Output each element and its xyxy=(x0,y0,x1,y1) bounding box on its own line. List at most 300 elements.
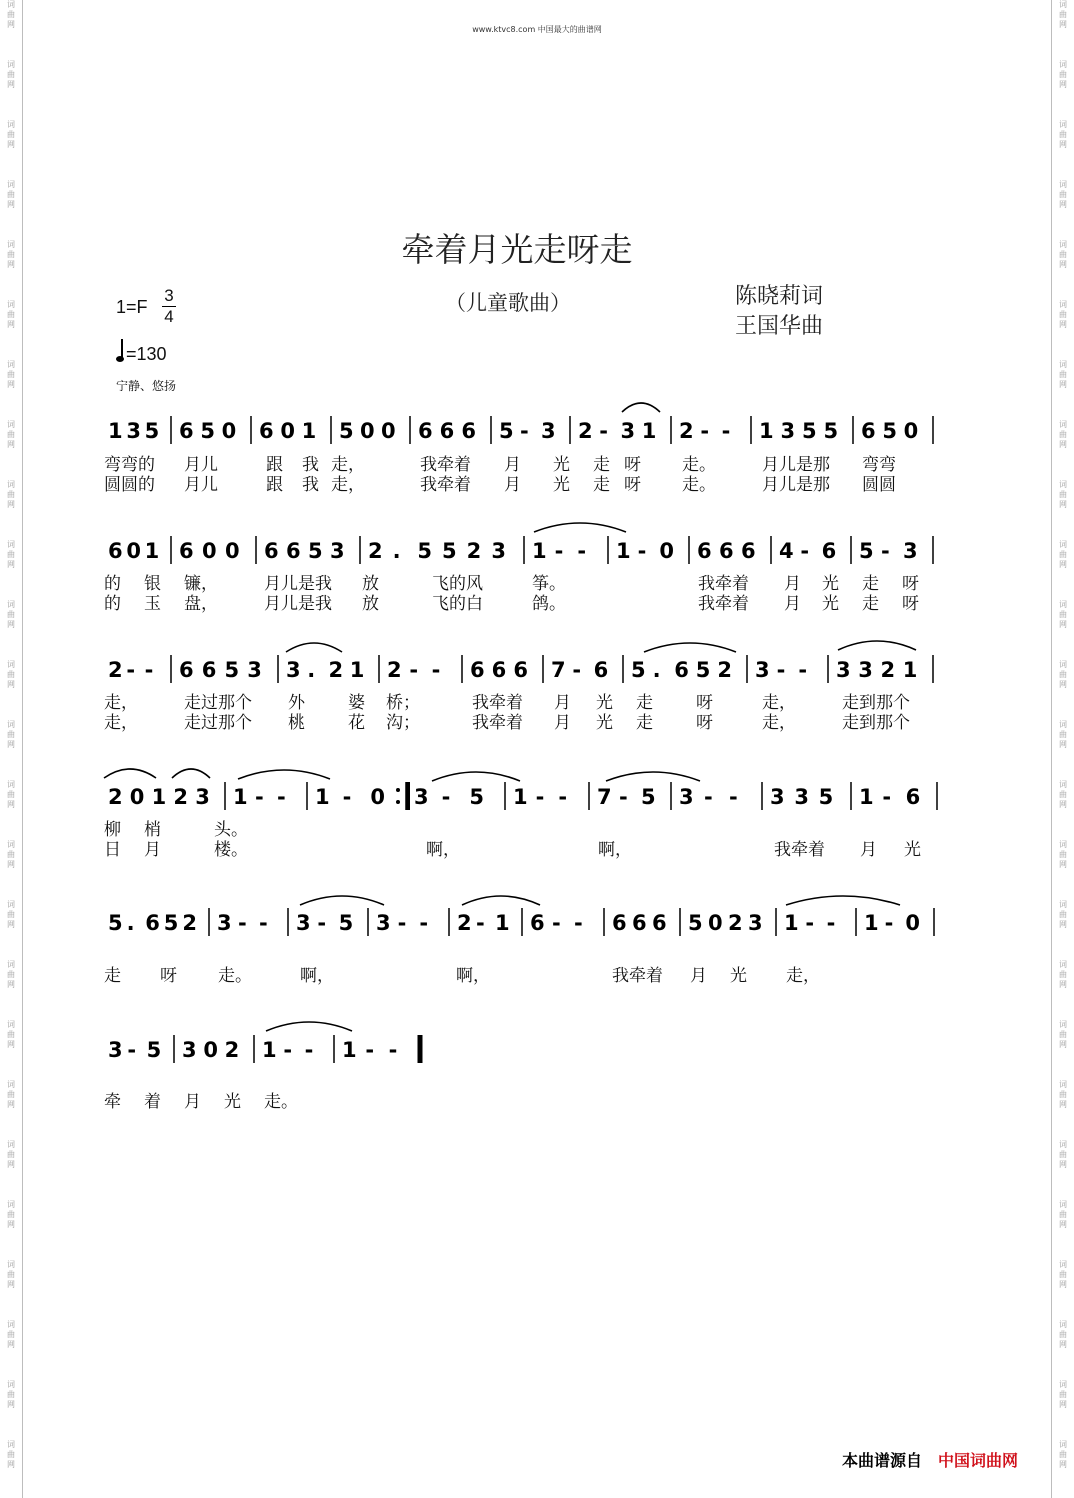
watermark-glyph: 曲 xyxy=(1059,1030,1067,1039)
note-line3-m1-1: 6 xyxy=(201,658,217,682)
note-line5-m4-0: 2 xyxy=(457,911,472,935)
lyric-line3-v2-8: 走 xyxy=(636,713,653,733)
lyric-line2-v2-3: 月儿是我 xyxy=(264,594,332,614)
note-line3-m7-1: - xyxy=(776,658,786,682)
watermark-glyph: 曲 xyxy=(1059,1210,1067,1219)
note-line2-m6-0: 6 xyxy=(697,539,712,563)
lyric-line1-v2-11: 月儿是那 xyxy=(762,475,830,495)
note-line1-m5-0: 5 xyxy=(499,419,514,443)
lyric-line3-v1-5: 我牵着 xyxy=(472,693,523,713)
note-line4-m0-1: 0 xyxy=(129,785,145,809)
note-line4-m4-0: 1 xyxy=(513,785,528,809)
note-line1-m3-0: 5 xyxy=(339,419,354,443)
note-line5-m0-0: 5 xyxy=(108,911,123,935)
watermark-glyph: 曲 xyxy=(1059,730,1067,739)
note-line3-m3-0: 2 xyxy=(387,658,402,682)
note-line2-m4-2: - xyxy=(577,539,587,563)
slur-arc xyxy=(300,896,384,905)
note-line5-m5-1: - xyxy=(552,911,561,935)
note-line1-m9-2: 0 xyxy=(903,419,919,443)
note-line4-m2-0: 1 xyxy=(315,785,330,809)
lyric-line3-v2-7: 光 xyxy=(596,713,613,733)
watermark-glyph: 曲 xyxy=(7,1330,15,1339)
note-line2-m7-0: 4 xyxy=(779,539,794,563)
lyric-line2-v1-11: 呀 xyxy=(902,574,919,594)
lyric-line1-v2-4: 走， xyxy=(331,475,365,495)
note-line5-m6-2: 6 xyxy=(652,911,667,935)
lyric-line3-v2-6: 月 xyxy=(554,713,571,733)
watermark-glyph: 词 xyxy=(1059,1380,1067,1389)
watermark-glyph: 网 xyxy=(7,560,15,569)
watermark-glyph: 曲 xyxy=(7,250,15,259)
watermark-glyph: 词 xyxy=(7,120,15,129)
watermark-glyph: 网 xyxy=(1059,380,1067,389)
watermark-glyph: 词 xyxy=(7,1140,15,1149)
watermark-glyph: 词 xyxy=(7,540,15,549)
slur-arc xyxy=(462,896,540,905)
lyric-line1-v2-1: 月儿 xyxy=(184,475,218,495)
note-line3-m2-3: 1 xyxy=(349,658,365,682)
note-line5-m2-1: - xyxy=(317,911,327,935)
lyric-line3-v1-3: 婆 xyxy=(348,693,365,713)
watermark-glyph: 网 xyxy=(7,620,15,629)
note-line1-m6-2: 3 xyxy=(620,419,636,443)
lyric-line1-v2-2: 跟 xyxy=(266,475,283,495)
slur-arc xyxy=(432,772,520,781)
note-line1-m5-2: 3 xyxy=(541,419,556,443)
note-line1-m1-1: 5 xyxy=(200,419,215,443)
note-line3-m5-0: 7 xyxy=(551,658,566,682)
slur-arc xyxy=(606,772,700,781)
note-line1-m2-1: 0 xyxy=(280,419,295,443)
slur-arc xyxy=(286,643,342,652)
note-line1-m4-1: 6 xyxy=(439,419,455,443)
note-line4-m0-4: 3 xyxy=(195,785,210,809)
lyric-line1-v1-12: 弯弯 xyxy=(862,455,896,475)
watermark-glyph: 词 xyxy=(1059,120,1067,129)
lyric-line4-v2-0: 日 xyxy=(104,840,121,860)
song-subtitle: （儿童歌曲） xyxy=(445,291,571,315)
note-line2-m4-1: - xyxy=(554,539,564,563)
lyric-line1-v2-8: 走 xyxy=(593,475,610,495)
repeat-dot xyxy=(396,800,400,804)
watermark-glyph: 网 xyxy=(7,680,15,689)
note-line5-m0-3: 5 xyxy=(163,911,179,935)
note-line1-m4-2: 6 xyxy=(461,419,476,443)
note-line3-m4-2: 6 xyxy=(513,658,528,682)
lyric-line1-v1-9: 呀 xyxy=(624,455,641,475)
watermark-glyph: 曲 xyxy=(1059,1330,1067,1339)
watermark-glyph: 词 xyxy=(1059,900,1067,909)
lyric-line1-v2-9: 呀 xyxy=(624,475,641,495)
lyric-line3-v2-1: 走过那个 xyxy=(184,713,252,733)
lyric-line6-v1-2: 月 xyxy=(184,1092,201,1112)
lyric-line1-v1-7: 光 xyxy=(553,455,570,475)
watermark-glyph: 网 xyxy=(7,1400,15,1409)
note-line2-m2-3: 3 xyxy=(330,539,345,563)
lyric-line2-v1-7: 我牵着 xyxy=(698,574,749,594)
lyric-line4-v2-5: 我牵着 xyxy=(774,840,825,860)
lyric-line3-v1-2: 外 xyxy=(288,693,305,713)
watermark-glyph: 词 xyxy=(1059,60,1067,69)
lyric-line3-v2-10: 走， xyxy=(762,713,796,733)
watermark-glyph: 网 xyxy=(7,440,15,449)
lyric-line3-v2-11: 走到那个 xyxy=(842,713,910,733)
lyric-line2-v2-8: 月 xyxy=(784,594,801,614)
lyric-line3-v2-2: 桃 xyxy=(288,713,305,733)
note-line5-m4-1: - xyxy=(476,911,485,935)
watermark-glyph: 曲 xyxy=(7,1270,15,1279)
watermark-glyph: 网 xyxy=(1059,1340,1067,1349)
note-line4-m7-2: 5 xyxy=(818,785,834,809)
watermark-glyph: 网 xyxy=(1059,1040,1067,1049)
note-line5-m0-1: . xyxy=(126,911,135,935)
watermark-glyph: 词 xyxy=(1059,0,1067,9)
watermark-glyph: 网 xyxy=(1059,140,1067,149)
watermark-glyph: 网 xyxy=(1059,80,1067,89)
note-line2-m1-0: 6 xyxy=(179,539,194,563)
lyric-line4-v1-0: 柳 xyxy=(104,820,121,840)
watermark-glyph: 曲 xyxy=(1059,1390,1067,1399)
note-line1-m2-0: 6 xyxy=(259,419,274,443)
slur-arc xyxy=(172,769,210,778)
lyric-line2-v1-10: 走 xyxy=(862,574,879,594)
note-line4-m3-1: - xyxy=(441,785,451,809)
lyric-line4-v1-2: 头。 xyxy=(214,820,248,840)
watermark-glyph: 网 xyxy=(1059,1460,1067,1469)
lyric-line1-v2-7: 光 xyxy=(553,475,570,495)
lyric-line4-v2-4: 啊， xyxy=(598,840,632,860)
watermark-glyph: 词 xyxy=(1059,1080,1067,1089)
note-line4-m6-0: 3 xyxy=(679,785,694,809)
note-line1-m4-0: 6 xyxy=(418,419,433,443)
lyric-line6-v1-3: 光 xyxy=(224,1092,241,1112)
lyric-line2-v1-2: 镰， xyxy=(184,574,218,594)
note-line1-m6-1: - xyxy=(599,419,608,443)
watermark-glyph: 网 xyxy=(1059,200,1067,209)
lyric-line2-v1-6: 筝。 xyxy=(532,574,566,594)
lyric-line1-v1-1: 月儿 xyxy=(184,455,218,475)
watermark-glyph: 词 xyxy=(7,480,15,489)
note-line4-m0-0: 2 xyxy=(108,785,123,809)
note-line3-m2-2: 2 xyxy=(328,658,344,682)
watermark-glyph: 词 xyxy=(1059,1200,1067,1209)
slur-arc xyxy=(838,641,916,650)
watermark-glyph: 网 xyxy=(7,320,15,329)
watermark-glyph: 曲 xyxy=(1059,370,1067,379)
note-line5-m0-2: 6 xyxy=(145,911,160,935)
watermark-glyph: 词 xyxy=(7,300,15,309)
watermark-glyph: 词 xyxy=(7,60,15,69)
note-line2-m3-2: 5 xyxy=(417,539,432,563)
note-line4-m3-0: 3 xyxy=(414,785,429,809)
note-line3-m6-0: 5 xyxy=(631,658,646,682)
note-line5-m5-0: 6 xyxy=(530,911,545,935)
note-line6-m3-2: - xyxy=(388,1038,398,1062)
watermark-glyph: 曲 xyxy=(7,670,15,679)
note-line3-m6-4: 2 xyxy=(717,658,733,682)
note-line5-m7-1: 0 xyxy=(708,911,723,935)
lyric-line6-v1-4: 走。 xyxy=(264,1092,298,1112)
watermark-glyph: 曲 xyxy=(7,190,15,199)
watermark-glyph: 词 xyxy=(7,600,15,609)
footer-source xyxy=(842,1448,1018,1471)
note-line5-m8-0: 1 xyxy=(784,911,799,935)
time-signature-bottom: 4 xyxy=(162,306,176,327)
watermark-glyph: 曲 xyxy=(1059,1090,1067,1099)
watermark-glyph: 曲 xyxy=(7,490,15,499)
note-line5-m9-2: 0 xyxy=(905,911,920,935)
watermark-glyph: 词 xyxy=(7,900,15,909)
note-line4-m5-2: 5 xyxy=(641,785,656,809)
lyric-line1-v1-5: 我牵着 xyxy=(420,455,471,475)
watermark-glyph: 网 xyxy=(1059,920,1067,929)
lyric-line1-v1-4: 走， xyxy=(331,455,365,475)
lyric-line5-v1-5: 我牵着 xyxy=(612,966,663,986)
watermark-glyph: 曲 xyxy=(1059,1450,1067,1459)
watermark-glyph: 词 xyxy=(1059,420,1067,429)
note-line3-m4-0: 6 xyxy=(470,658,485,682)
note-line6-m1-1: 0 xyxy=(203,1038,218,1062)
note-line6-m1-2: 2 xyxy=(224,1038,240,1062)
watermark-glyph: 曲 xyxy=(7,1090,15,1099)
lyric-line3-v1-8: 走 xyxy=(636,693,653,713)
note-line3-m1-3: 3 xyxy=(247,658,262,682)
footer-source-label: 本曲谱源自 xyxy=(842,1451,923,1470)
lyricist-credit: 陈晓莉词 xyxy=(735,284,824,309)
note-line4-m5-0: 7 xyxy=(597,785,612,809)
watermark-glyph: 词 xyxy=(1059,720,1067,729)
lyric-line1-v1-2: 跟 xyxy=(266,455,283,475)
watermark-glyph: 网 xyxy=(7,1280,15,1289)
note-line5-m8-2: - xyxy=(826,911,836,935)
note-line3-m6-3: 5 xyxy=(695,658,711,682)
watermark-glyph: 曲 xyxy=(1059,850,1067,859)
watermark-glyph: 词 xyxy=(7,0,15,9)
composer-credit: 王国华曲 xyxy=(735,314,824,339)
watermark-glyph: 词 xyxy=(7,1200,15,1209)
note-line3-m7-2: - xyxy=(798,658,808,682)
watermark-glyph: 网 xyxy=(1059,980,1067,989)
footer-brand: 中国词曲网 xyxy=(938,1451,1019,1470)
note-line5-m6-0: 6 xyxy=(612,911,627,935)
slur-arc xyxy=(622,403,660,412)
watermark-glyph: 词 xyxy=(7,360,15,369)
watermark-glyph: 网 xyxy=(7,1220,15,1229)
watermark-glyph: 网 xyxy=(1059,680,1067,689)
watermark-glyph: 曲 xyxy=(7,1450,15,1459)
watermark-glyph: 网 xyxy=(1059,1400,1067,1409)
lyric-line1-v1-0: 弯弯的 xyxy=(104,455,155,475)
watermark-glyph: 词 xyxy=(1059,300,1067,309)
note-line1-m3-1: 0 xyxy=(360,419,375,443)
watermark-glyph: 曲 xyxy=(7,130,15,139)
watermark-glyph: 曲 xyxy=(7,310,15,319)
watermark-glyph: 网 xyxy=(1059,860,1067,869)
note-line2-m8-2: 3 xyxy=(903,539,918,563)
note-line6-m0-1: - xyxy=(127,1038,137,1062)
watermark-glyph: 网 xyxy=(1059,260,1067,269)
watermark-glyph: 曲 xyxy=(1059,70,1067,79)
watermark-glyph: 曲 xyxy=(1059,130,1067,139)
watermark-glyph: 词 xyxy=(1059,1020,1067,1029)
lyric-line2-v1-5: 飞的风 xyxy=(432,574,483,594)
lyric-line6-v1-1: 着 xyxy=(144,1092,161,1112)
note-line2-m4-0: 1 xyxy=(532,539,547,563)
lyric-line2-v2-0: 的 xyxy=(104,594,121,614)
note-line5-m3-0: 3 xyxy=(376,911,391,935)
lyric-line2-v2-6: 鸽。 xyxy=(532,594,566,614)
lyric-line4-v2-3: 啊， xyxy=(426,840,460,860)
lyric-line2-v2-2: 盘， xyxy=(184,594,218,614)
note-line2-m0-0: 6 xyxy=(108,539,123,563)
watermark-glyph: 词 xyxy=(1059,840,1067,849)
note-line5-m9-1: - xyxy=(884,911,894,935)
note-line3-m8-2: 2 xyxy=(880,658,896,682)
note-line5-m4-2: 1 xyxy=(495,911,510,935)
watermark-glyph: 词 xyxy=(7,720,15,729)
watermark-glyph: 词 xyxy=(7,1080,15,1089)
lyric-line1-v1-3: 我 xyxy=(302,455,319,475)
watermark-glyph: 网 xyxy=(1059,740,1067,749)
watermark-glyph: 网 xyxy=(7,920,15,929)
note-line5-m7-2: 2 xyxy=(728,911,743,935)
lyric-line5-v1-0: 走 xyxy=(104,966,121,986)
watermark-glyph: 网 xyxy=(7,80,15,89)
watermark-glyph: 曲 xyxy=(1059,310,1067,319)
watermark-glyph: 网 xyxy=(7,500,15,509)
note-line2-m5-1: - xyxy=(637,539,647,563)
note-line5-m1-0: 3 xyxy=(217,911,232,935)
watermark-glyph: 曲 xyxy=(1059,430,1067,439)
note-line2-m5-2: 0 xyxy=(659,539,674,563)
watermark-glyph: 曲 xyxy=(1059,250,1067,259)
lyric-line3-v1-10: 走， xyxy=(762,693,796,713)
lyric-line1-v2-0: 圆圆的 xyxy=(104,475,155,495)
lyric-line4-v2-2: 楼。 xyxy=(214,840,248,860)
note-line2-m0-2: 1 xyxy=(144,539,160,563)
note-line1-m6-0: 2 xyxy=(578,419,593,443)
note-line2-m1-2: 0 xyxy=(225,539,240,563)
watermark-glyph: 词 xyxy=(1059,1260,1067,1269)
watermark-glyph: 网 xyxy=(1059,440,1067,449)
watermark-glyph: 曲 xyxy=(7,610,15,619)
watermark-glyph: 词 xyxy=(1059,480,1067,489)
note-line6-m2-0: 1 xyxy=(262,1038,277,1062)
watermark-glyph: 词 xyxy=(1059,600,1067,609)
slur-arc xyxy=(644,643,736,652)
note-line2-m8-1: - xyxy=(881,539,890,563)
note-line1-m7-1: - xyxy=(700,419,710,443)
note-line6-m1-0: 3 xyxy=(182,1038,197,1062)
note-line5-m3-2: - xyxy=(419,911,429,935)
note-line5-m3-1: - xyxy=(397,911,407,935)
watermark-glyph: 词 xyxy=(1059,780,1067,789)
note-line2-m7-2: 6 xyxy=(821,539,837,563)
watermark-glyph: 曲 xyxy=(1059,790,1067,799)
note-line1-m0-0: 1 xyxy=(108,419,123,443)
note-line1-m7-2: - xyxy=(721,419,731,443)
watermark-glyph: 网 xyxy=(1059,560,1067,569)
lyric-line2-v2-4: 放 xyxy=(362,594,379,614)
lyric-line2-v2-9: 光 xyxy=(822,594,839,614)
note-line1-m0-2: 5 xyxy=(144,419,160,443)
note-line4-m2-1: - xyxy=(342,785,352,809)
lyric-line2-v2-10: 走 xyxy=(862,594,879,614)
watermark-glyph: 词 xyxy=(1059,660,1067,669)
time-signature-top: 3 xyxy=(164,286,174,305)
lyric-line4-v2-1: 月 xyxy=(144,840,161,860)
note-line4-m1-1: - xyxy=(255,785,264,809)
watermark-glyph: 曲 xyxy=(1059,970,1067,979)
lyric-line5-v1-4: 啊， xyxy=(456,966,490,986)
note-line3-m2-1: . xyxy=(307,658,316,682)
note-line5-m1-1: - xyxy=(238,911,247,935)
note-line6-m0-0: 3 xyxy=(108,1038,123,1062)
lyric-line3-v1-4: 桥； xyxy=(386,693,420,713)
watermark-glyph: 曲 xyxy=(1059,610,1067,619)
watermark-glyph: 曲 xyxy=(1059,490,1067,499)
watermark-glyph: 曲 xyxy=(1059,910,1067,919)
note-line6-m2-2: - xyxy=(304,1038,314,1062)
repeat-dot xyxy=(396,788,400,792)
note-line1-m6-3: 1 xyxy=(641,419,657,443)
note-line3-m8-0: 3 xyxy=(836,658,851,682)
lyric-line3-v1-7: 光 xyxy=(596,693,613,713)
watermark-glyph: 词 xyxy=(7,420,15,429)
lyric-line2-v2-11: 呀 xyxy=(902,594,919,614)
watermark-glyph: 曲 xyxy=(7,430,15,439)
watermark-glyph: 网 xyxy=(7,200,15,209)
note-line4-m1-0: 1 xyxy=(233,785,248,809)
note-line2-m3-5: 3 xyxy=(491,539,506,563)
note-line1-m8-1: 3 xyxy=(780,419,796,443)
note-line1-m3-2: 0 xyxy=(381,419,396,443)
slur-arc xyxy=(238,770,330,779)
lyric-line1-v2-5: 我牵着 xyxy=(420,475,471,495)
watermark-glyph: 网 xyxy=(1059,620,1067,629)
note-line1-m8-3: 5 xyxy=(823,419,839,443)
lyric-line2-v1-4: 放 xyxy=(362,574,379,594)
note-line5-m7-0: 5 xyxy=(688,911,703,935)
lyric-line2-v2-7: 我牵着 xyxy=(698,594,749,614)
watermark-glyph: 词 xyxy=(1059,1320,1067,1329)
watermark-glyph: 词 xyxy=(7,660,15,669)
note-line2-m8-0: 5 xyxy=(859,539,874,563)
watermark-glyph: 曲 xyxy=(7,10,15,19)
note-line2-m2-2: 5 xyxy=(308,539,323,563)
key-signature: 1=F xyxy=(116,297,148,317)
lyric-line1-v1-6: 月 xyxy=(504,455,521,475)
note-line2-m6-2: 6 xyxy=(741,539,756,563)
watermark-glyph: 词 xyxy=(7,1380,15,1389)
lyric-line5-v1-2: 走。 xyxy=(218,966,252,986)
note-line4-m7-1: 3 xyxy=(794,785,809,809)
note-line4-m0-3: 2 xyxy=(173,785,189,809)
note-line6-m3-1: - xyxy=(365,1038,375,1062)
lyric-line4-v2-6: 月 xyxy=(860,840,877,860)
note-line2-m3-0: 2 xyxy=(368,539,383,563)
lyric-line2-v2-5: 飞的白 xyxy=(432,594,483,614)
watermark-glyph: 词 xyxy=(1059,180,1067,189)
watermark-glyph: 词 xyxy=(1059,1440,1067,1449)
watermark-glyph: 网 xyxy=(7,1460,15,1469)
watermark-glyph: 曲 xyxy=(7,1030,15,1039)
watermark-glyph: 曲 xyxy=(1059,1150,1067,1159)
note-line3-m0-2: - xyxy=(144,658,154,682)
lyric-line1-v2-6: 月 xyxy=(504,475,521,495)
note-line4-m8-2: 6 xyxy=(905,785,921,809)
